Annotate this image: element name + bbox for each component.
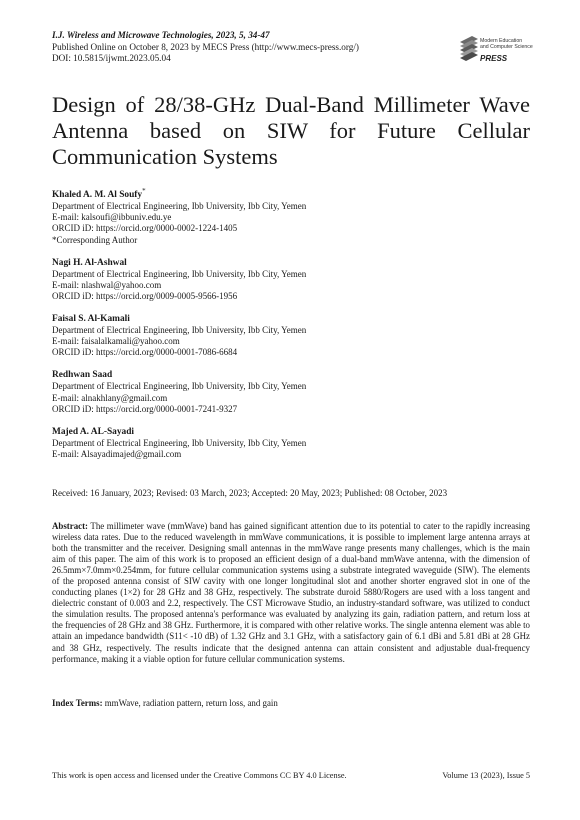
author-block — [52, 186, 530, 246]
author-orcid[interactable]: ORCID iD: https://orcid.org/0000-0002-1224-1405 — [52, 223, 238, 234]
journal-header — [52, 30, 359, 65]
index-terms-text: mmWave, radiation pattern, return loss, and gain — [104, 698, 278, 708]
author-block — [52, 370, 530, 414]
author-orcid[interactable]: ORCID iD: https://orcid.org/0000-0001-7241-9327 — [52, 403, 238, 414]
author-affiliation: Department of Electrical Engineering, Ibb University, Ibb City, Yemen — [52, 437, 307, 448]
author-name: Majed A. AL-Sayadi — [52, 426, 135, 437]
license-note: This work is open access and licensed under the Creative Commons CC BY 4.0 License. — [52, 771, 347, 780]
publication-dates: Received: 16 January, 2023; Revised: 03 March, 2023; Accepted: 20 May, 2023; Published: 08 October, 2023 — [52, 488, 448, 498]
index-terms-label: Index Terms: — [52, 698, 103, 708]
author-affiliation: Department of Electrical Engineering, Ibb University, Ibb City, Yemen — [52, 268, 307, 279]
journal-name: I.J. Wireless and Microwave Technologies, — [52, 30, 214, 40]
author-block — [52, 314, 530, 358]
author-name: Khaled A. M. Al Soufy — [52, 190, 143, 201]
author-email[interactable]: E-mail: nlashwal@yahoo.com — [52, 279, 162, 290]
journal-year-pages: 2023, 5, 34-47 — [216, 30, 270, 40]
author-affiliation: Department of Electrical Engineering, Ibb University, Ibb City, Yemen — [52, 325, 307, 336]
corresponding-mark: * — [142, 187, 146, 195]
journal-citation — [52, 30, 359, 42]
author-email[interactable]: E-mail: Alsayadimajed@gmail.com — [52, 448, 182, 459]
book-stack-icon — [458, 34, 480, 64]
volume-issue: Volume 13 (2023), Issue 5 — [442, 771, 530, 780]
author-name: Nagi H. Al-Ashwal — [52, 257, 127, 268]
doi-line[interactable]: DOI: 10.5815/ijwmt.2023.05.04 — [52, 53, 171, 63]
author-affiliation: Department of Electrical Engineering, Ibb University, Ibb City, Yemen — [52, 201, 307, 212]
author-name: Faisal S. Al-Kamali — [52, 313, 130, 324]
corresponding-note: *Corresponding Author — [52, 234, 138, 245]
author-email[interactable]: E-mail: kalsoufi@ibbuniv.edu.ye — [52, 212, 172, 223]
abstract-text: The millimeter wave (mmWave) band has gained significant attention due to its potential to cater to the rapidly increasing wireless data rates. Due to the reduced wavelength in mmWave communications, it is possible to implement large antenna arrays at both the transmitter and the receiver. Designing small antennas in the mmWave range presents many challenges, which is the main aim of this paper. The aim of this work is to proposed an efficient design of a dual-band mmWave antenna, with the dimension of 26.5mm×7.0mm×0.254mm, for future cellular communication systems using a substrate integrated waveguide (SIW). The elements of the proposed antenna consist of SIW cavity with one longer longitudinal slot and another shorter engraved slot in one of the conducting planes (1×2) for 28 GHz and 38 GHz, respectively. The substrate duroid 5880/Rogers are used with a loss tangent and dielectric constant of 0.003 and 2.2, respectively. The CST Microwave Studio, an industry-standard software, was utilized to conduct the simulation results. The proposed antenna's performance was evaluated by analyzing its gain, radiation pattern, and return loss at the frequencies of 28 GHz and 38 GHz. Furthermore, it is compared with other relative works. The single antenna element was able to attain an impedance bandwidth (S11< -10 dB) of 1.32 GHz and 3.1 GHz, with a satisfactory gain of 6.1 dBi and 5.81 dBi at 28 GHz and 38 GHz, respectively. The results indicate that the designed antenna can attain consistent and adjustable dual-frequency performance, making it a viable option for future cellular communication systems. — [52, 521, 530, 664]
author-email[interactable]: E-mail: alnakhlany@gmail.com — [52, 392, 168, 403]
author-orcid[interactable]: ORCID iD: https://orcid.org/0000-0001-7086-6684 — [52, 347, 238, 358]
author-affiliation: Department of Electrical Engineering, Ibb University, Ibb City, Yemen — [52, 381, 307, 392]
abstract — [52, 521, 530, 665]
abstract-label: Abstract: — [52, 521, 88, 531]
index-terms — [52, 698, 530, 708]
paper-title: Design of 28/38-GHz Dual-Band Millimeter Wave Antenna based on SIW for Future Cellular Communication Systems — [52, 92, 530, 169]
logo-line-2: and Computer Science — [480, 44, 533, 50]
author-orcid[interactable]: ORCID iD: https://orcid.org/0009-0005-9566-1956 — [52, 290, 238, 301]
author-list — [52, 186, 530, 472]
logo-press: PRESS — [480, 54, 508, 63]
author-name: Redhwan Saad — [52, 370, 113, 381]
logo-line-1: Modern Education — [480, 38, 523, 44]
page-footer — [52, 771, 530, 780]
published-line[interactable]: Published Online on October 8, 2023 by MECS Press (http://www.mecs-press.org/) — [52, 41, 359, 52]
author-block — [52, 427, 530, 460]
mecs-press-logo — [458, 30, 548, 72]
author-block — [52, 258, 530, 302]
author-email[interactable]: E-mail: faisalalkamali@yahoo.com — [52, 336, 180, 347]
